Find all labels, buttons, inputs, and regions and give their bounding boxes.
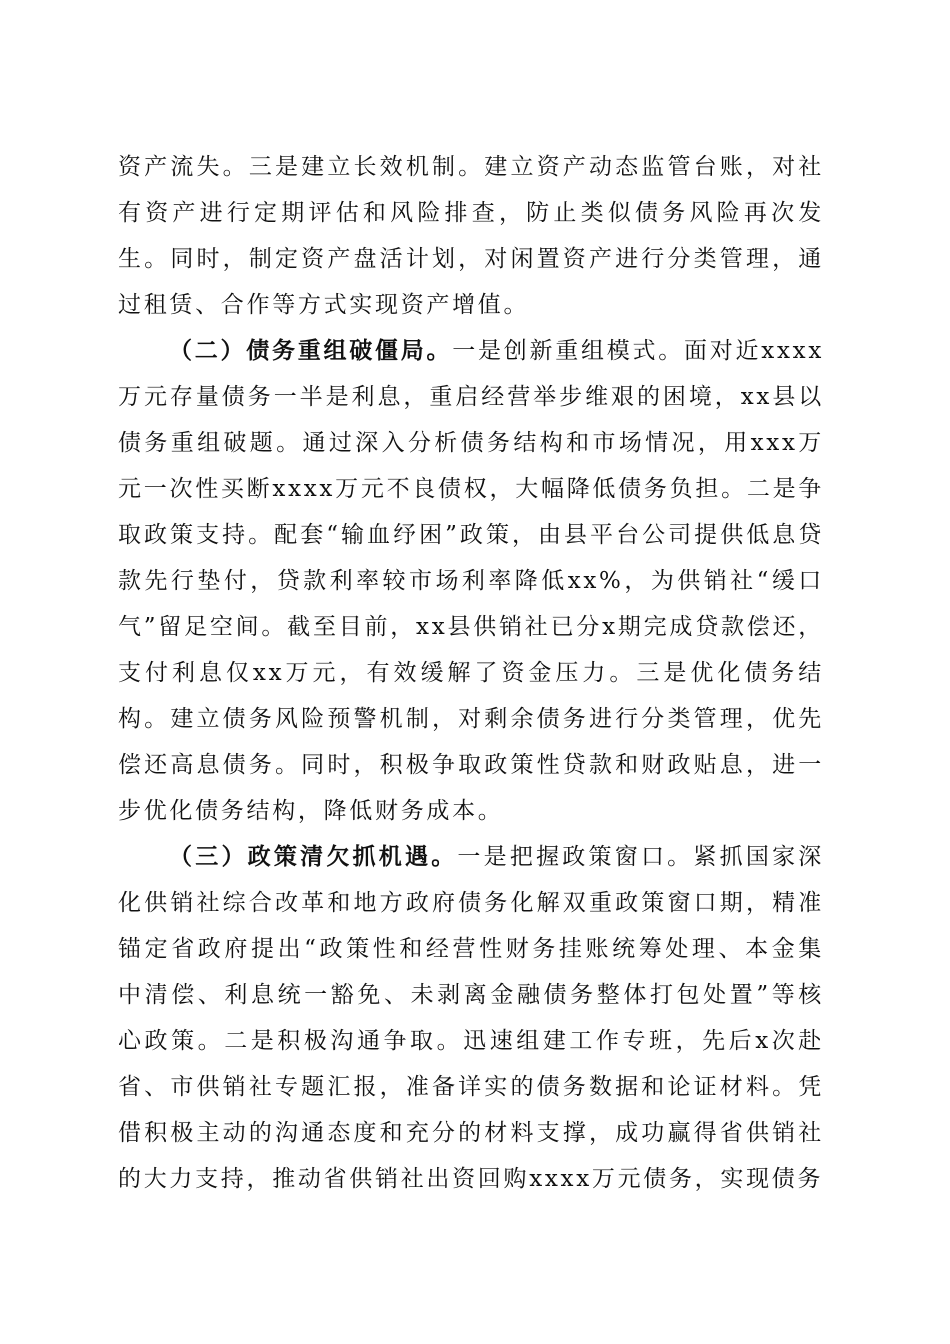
paragraph-policy-clearance <box>118 834 824 1202</box>
section-heading: （三）政策清欠抓机遇。 <box>169 844 458 870</box>
paragraph-debt-restructuring <box>118 328 824 834</box>
paragraph-text: 一是把握政策窗口。紧抓国家深化供销社综合改革和地方政府债务化解双重政策窗口期，精准锚定省政府提出“政策性和经营性财务挂账统筹处理、本金集中清偿、利息统一豁免、未剥离金融债务整体打包处置”等核心政策。二是积极沟通争取。迅速组建工作专班，先后x次赴省、市供销社专题汇报，准备详实的债务数据和论证材料。凭借积极主动的沟通态度和充分的材料支撑，成功赢得省供销社的大力支持，推动省供销社出资回购xxxx万元债务，实现债务 <box>118 844 824 1192</box>
section-heading: （二）债务重组破僵局。 <box>169 338 453 364</box>
paragraph-text: 资产流失。三是建立长效机制。建立资产动态监管台账，对社有资产进行定期评估和风险排查，防止类似债务风险再次发生。同时，制定资产盘活计划，对闲置资产进行分类管理，通过租赁、合作等方式实现资产增值。 <box>118 154 824 318</box>
paragraph-text: 一是创新重组模式。面对近xxxx万元存量债务一半是利息，重启经营举步维艰的困境，xx县以债务重组破题。通过深入分析债务结构和市场情况，用xxx万元一次性买断xxxx万元不良债权，大幅降低债务负担。二是争取政策支持。配套“输血纾困”政策，由县平台公司提供低息贷款先行垫付，贷款利率较市场利率降低xx%，为供销社“缓口气”留足空间。截至目前，xx县供销社已分x期完成贷款偿还，支付利息仅xx万元，有效缓解了资金压力。三是优化债务结构。建立债务风险预警机制，对剩余债务进行分类管理，优先偿还高息债务。同时，积极争取政策性贷款和财政贴息，进一步优化债务结构，降低财务成本。 <box>118 338 824 824</box>
paragraph-asset-management <box>118 144 824 328</box>
